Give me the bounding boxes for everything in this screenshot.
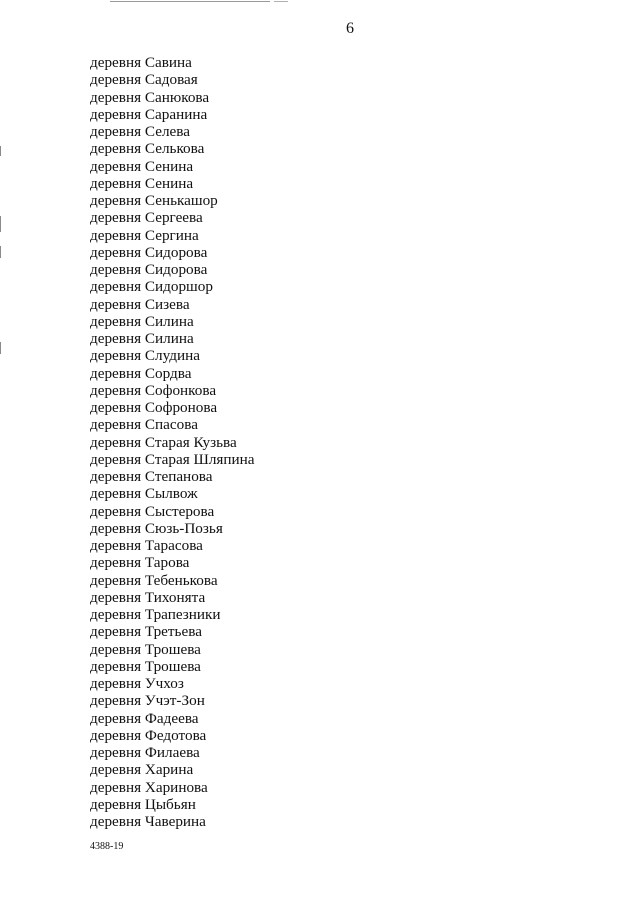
- settlement-list-item: деревня Селева: [90, 123, 190, 140]
- settlement-list-item: деревня Филаева: [90, 744, 200, 761]
- settlement-list-item: деревня Тарова: [90, 554, 190, 572]
- settlement-list-item: деревня Садовая: [90, 71, 198, 89]
- settlement-list-item: деревня Учэт-Зон: [90, 692, 205, 710]
- scan-margin-mark: [0, 146, 1, 156]
- settlement-list-item: деревня Слудина: [90, 347, 200, 365]
- settlement-list-item: деревня Тарасова: [90, 537, 203, 554]
- settlement-list-item: деревня Сергеева: [90, 209, 203, 227]
- settlement-list-item: деревня Тихонята: [90, 588, 206, 606]
- settlement-list-item: деревня Харина: [90, 761, 194, 779]
- settlement-list-item: деревня Федотова: [90, 726, 207, 744]
- settlement-list-item: деревня Спасова: [90, 416, 198, 434]
- settlement-list-item: деревня Учхоз: [90, 675, 184, 692]
- settlement-list-item: деревня Селькова: [90, 140, 205, 158]
- settlement-list-item: деревня Саранина: [90, 105, 208, 123]
- settlement-list-item: деревня Трапезники: [90, 606, 221, 623]
- settlement-list-item: деревня Сенина: [90, 174, 194, 192]
- settlement-list-item: деревня Харинова: [90, 778, 208, 796]
- settlement-list-item: деревня Чаверина: [90, 813, 206, 830]
- settlement-list-item: деревня Сылвож: [90, 485, 198, 503]
- page-number: 6: [346, 20, 354, 37]
- settlement-list-item: деревня Трошева: [90, 657, 201, 675]
- settlement-list-item: деревня Силина: [90, 312, 194, 330]
- settlement-list-item: деревня Старая Кузьва: [90, 433, 237, 451]
- settlement-list-item: деревня Сюзь-Позья: [90, 519, 223, 537]
- settlement-list-item: деревня Сордва: [90, 364, 192, 382]
- settlement-list-item: деревня Сыстерова: [90, 502, 215, 520]
- settlement-list-item: деревня Сергина: [90, 226, 199, 244]
- settlement-list-item: деревня Сидорова: [90, 261, 208, 278]
- settlement-list-item: деревня Фадеева: [90, 709, 199, 727]
- settlement-list-item: деревня Третьева: [90, 623, 202, 641]
- settlement-list-item: деревня Старая Шляпина: [90, 450, 255, 468]
- document-code: 4388-19: [90, 841, 124, 852]
- scan-margin-mark: [0, 216, 1, 232]
- settlement-list-item: деревня Сенькашор: [90, 192, 218, 209]
- settlement-list: [90, 54, 255, 830]
- settlement-list-item: деревня Цыбьян: [90, 795, 196, 813]
- settlement-list-item: деревня Сидорова: [90, 243, 208, 261]
- scan-top-rule: [110, 1, 270, 2]
- settlement-list-item: деревня Сенина: [90, 157, 194, 175]
- scan-top-rule-fragment: [274, 1, 288, 2]
- settlement-list-item: деревня Тебенькова: [90, 571, 218, 589]
- settlement-list-item: деревня Трошева: [90, 640, 201, 658]
- settlement-list-item: деревня Софонкова: [90, 381, 217, 399]
- settlement-list-item: деревня Софронова: [90, 399, 218, 416]
- settlement-list-item: деревня Санюкова: [90, 88, 210, 106]
- settlement-list-item: деревня Савина: [90, 54, 192, 71]
- settlement-list-item: деревня Сидоршор: [90, 278, 213, 296]
- scan-margin-mark: [0, 342, 1, 354]
- scan-margin-mark: [0, 246, 1, 258]
- settlement-list-item: деревня Степанова: [90, 468, 213, 485]
- settlement-list-item: деревня Силина: [90, 330, 194, 347]
- settlement-list-item: деревня Сизева: [90, 295, 190, 313]
